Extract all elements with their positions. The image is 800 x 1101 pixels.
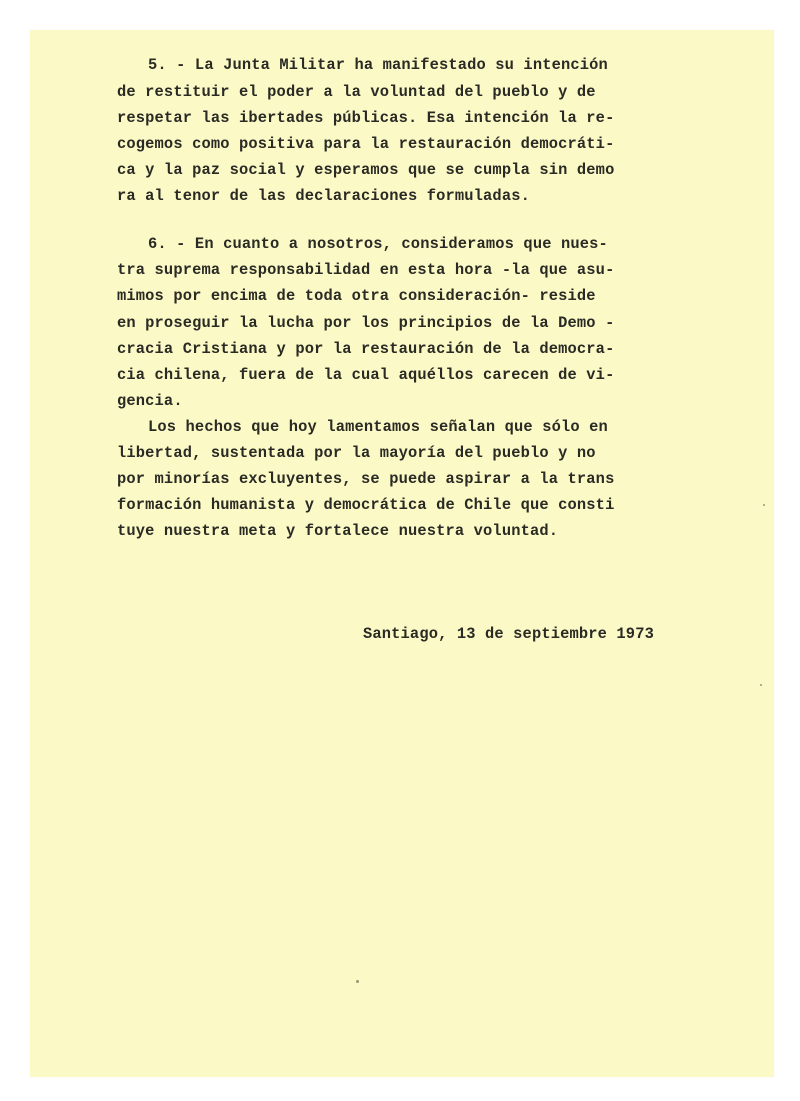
paragraph-6-line-7: gencia. [117, 392, 183, 410]
paper-speck [760, 684, 762, 686]
paragraph-5-line-2: de restituir el poder a la voluntad del pueblo y de [117, 83, 596, 101]
paragraph-5-line-5: ca y la paz social y esperamos que se cumpla sin demo [117, 161, 615, 179]
paragraph-6-line-5: cracia Cristiana y por la restauración de la democra- [117, 340, 615, 358]
paragraph-5-line-1: 5. - La Junta Militar ha manifestado su intención [148, 56, 608, 74]
paragraph-5-line-6: ra al tenor de las declaraciones formuladas. [117, 187, 530, 205]
paragraph-6-line-3: mimos por encima de toda otra consideración- reside [117, 287, 596, 305]
paragraph-7-line-1: Los hechos que hoy lamentamos señalan que sólo en [148, 418, 608, 436]
paragraph-5-line-3: respetar las ibertades públicas. Esa intención la re- [117, 109, 615, 127]
paper-speck [763, 504, 765, 506]
paragraph-6-line-4: en proseguir la lucha por los principios de la Demo - [117, 314, 615, 332]
paragraph-6-line-1: 6. - En cuanto a nosotros, consideramos que nues- [148, 235, 608, 253]
paper-speck [356, 980, 359, 983]
place-and-date: Santiago, 13 de septiembre 1973 [363, 625, 654, 643]
paragraph-7-line-3: por minorías excluyentes, se puede aspirar a la trans [117, 470, 615, 488]
paragraph-5-line-4: cogemos como positiva para la restauración democráti- [117, 135, 615, 153]
paragraph-7-line-2: libertad, sustentada por la mayoría del pueblo y no [117, 444, 596, 462]
typewritten-page [30, 30, 774, 1077]
paragraph-7-line-5: tuye nuestra meta y fortalece nuestra voluntad. [117, 522, 559, 540]
paragraph-6-line-2: tra suprema responsabilidad en esta hora -la que asu- [117, 261, 615, 279]
paragraph-6-line-6: cia chilena, fuera de la cual aquéllos carecen de vi- [117, 366, 615, 384]
paragraph-7-line-4: formación humanista y democrática de Chile que consti [117, 496, 615, 514]
